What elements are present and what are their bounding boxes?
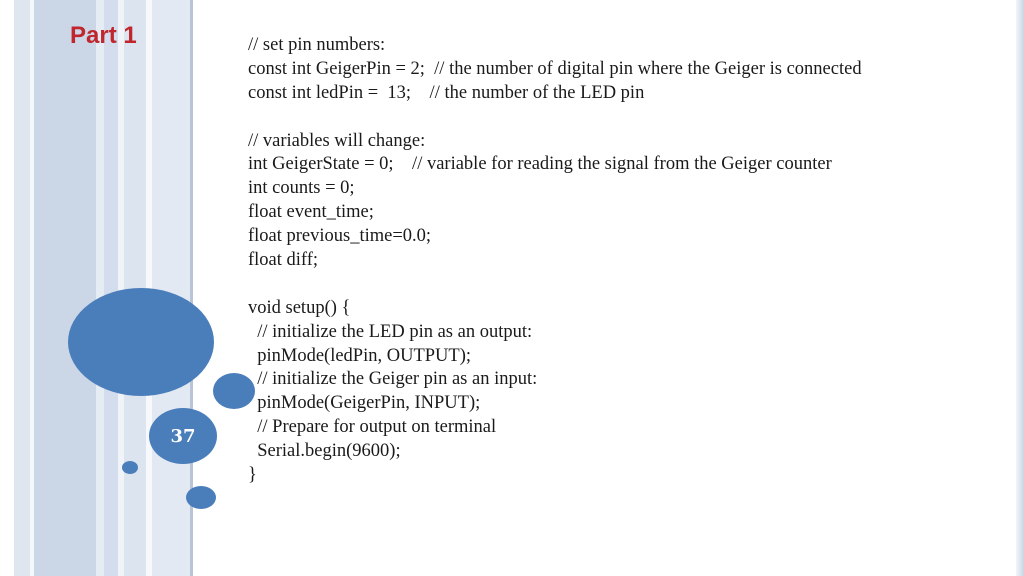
code-line: Serial.begin(9600); bbox=[248, 441, 401, 462]
code-block bbox=[248, 34, 1018, 488]
code-line: const int ledPin = 13; // the number of the LED pin bbox=[248, 82, 645, 103]
code-line: float diff; bbox=[248, 250, 319, 271]
code-line: // Prepare for output on terminal bbox=[248, 417, 497, 438]
code-line: int GeigerState = 0; // variable for reading the signal from the Geiger counter bbox=[248, 154, 832, 175]
code-line: pinMode(ledPin, OUTPUT); bbox=[248, 345, 472, 366]
decorative-circle-small-2 bbox=[186, 486, 216, 509]
page-number: 37 bbox=[170, 425, 196, 447]
code-line: void setup() { bbox=[248, 297, 351, 318]
decorative-circle-small bbox=[122, 461, 138, 474]
code-line-blank bbox=[248, 273, 1018, 297]
code-line: // initialize the Geiger pin as an input: bbox=[248, 369, 538, 390]
code-line: pinMode(GeigerPin, INPUT); bbox=[248, 393, 481, 414]
code-line: // initialize the LED pin as an output: bbox=[248, 321, 533, 342]
slide-title: Part 1 bbox=[70, 22, 137, 49]
code-line: float previous_time=0.0; bbox=[248, 226, 432, 247]
code-line: const int GeigerPin = 2; // the number of digital pin where the Geiger is connected bbox=[248, 58, 862, 79]
code-line: float event_time; bbox=[248, 202, 374, 223]
code-line: // variables will change: bbox=[248, 130, 426, 151]
decorative-circle-large bbox=[68, 288, 214, 396]
left-decorative-stripes bbox=[0, 0, 200, 576]
page-number-circle bbox=[149, 408, 217, 464]
code-line-blank bbox=[248, 106, 1018, 130]
code-line: int counts = 0; bbox=[248, 178, 355, 199]
code-line: } bbox=[248, 465, 257, 486]
code-line: // set pin numbers: bbox=[248, 35, 386, 55]
